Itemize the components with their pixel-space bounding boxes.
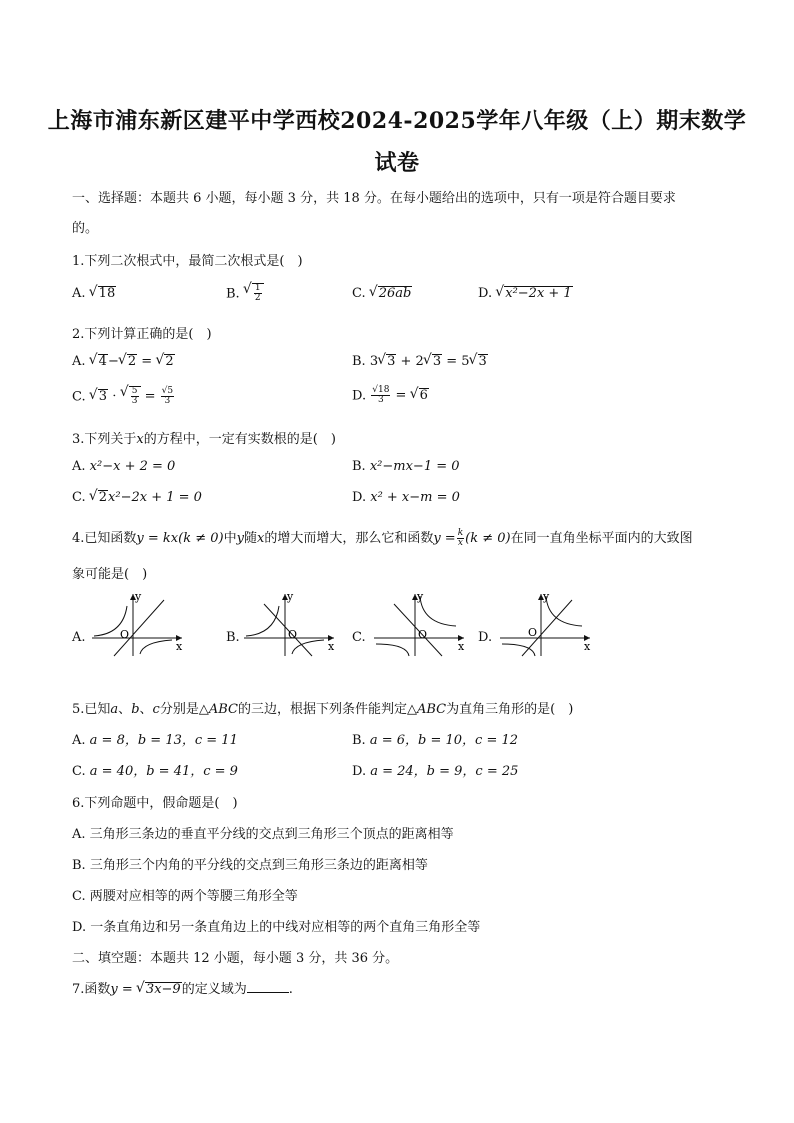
q5-stem-e: 、	[139, 702, 153, 717]
sqrt-expression	[137, 982, 182, 998]
q4-option-c-label: C.	[352, 630, 366, 645]
q3-stem-pre: 3.下列关于	[72, 432, 137, 447]
option-letter: A.	[72, 286, 86, 301]
q4-stem-j: 在同一直角坐标平面内的大致图	[510, 531, 693, 546]
q5-option-c	[72, 760, 238, 779]
q4-graph-b	[240, 590, 340, 658]
q1-option-d	[478, 286, 573, 302]
q5-stem-j: △ABC	[406, 702, 447, 717]
q4-graph-a	[88, 590, 188, 658]
numerator: k	[457, 527, 464, 538]
x-axis-label: x	[584, 640, 591, 653]
origin-label: O	[120, 628, 130, 641]
q5-option-d	[352, 760, 518, 779]
q4-graph-d	[496, 590, 596, 658]
q7-stem	[72, 978, 293, 998]
q4-option-d-label: D.	[478, 630, 493, 645]
sqrt-expression	[370, 286, 413, 302]
q1-option-a	[72, 286, 116, 302]
q5-c-expr: a = 40，b = 41，c = 9	[89, 764, 238, 779]
q7-pre: 7.函数	[72, 982, 111, 997]
q4-stem-i: (k ≠ 0)	[465, 531, 511, 546]
q2-option-c: C. √ 3 ⋅ √ $\frac{5}{3}$ = $\frac{√5}{3}$	[72, 386, 175, 407]
x-axis-label: x	[458, 640, 465, 653]
origin-label: O	[288, 628, 298, 641]
q3-option-d	[352, 490, 460, 505]
q1-stem: 1.下列二次根式中，最简二次根式是( )	[72, 254, 303, 269]
q4-stem-f: x	[256, 531, 265, 546]
q4-stem-h: y =	[433, 531, 456, 546]
q5-stem-b: a	[110, 702, 119, 717]
q5-stem-i: 的三边，根据下列条件能判定	[237, 702, 407, 717]
q5-stem-f: c	[152, 702, 160, 717]
y-axis-label: y	[287, 590, 294, 603]
q1-option-b	[226, 283, 264, 304]
q3-option-a	[72, 459, 175, 474]
q5-a-expr: a = 8，b = 13，c = 11	[89, 733, 238, 748]
option-letter: D.	[478, 286, 493, 301]
origin-label: O	[528, 626, 538, 639]
q5-stem	[72, 698, 573, 717]
radicand: 3x−9	[145, 982, 181, 997]
q2-option-d: D. $\frac{√18}{3}$ = √ 6	[352, 386, 429, 406]
q5-option-b	[352, 729, 518, 748]
q2-stem: 2.下列计算正确的是( )	[72, 327, 212, 342]
section1-heading-cont: 的。	[72, 221, 99, 236]
q4-stem-d: y	[236, 531, 244, 546]
q2-option-b: B. 3 √ 3 + 2 √ 3 = 5 √ 3	[352, 354, 488, 370]
q3-a-expr: x²−x + 2 = 0	[89, 459, 176, 474]
q3-c-expr: x²−2x + 1 = 0	[108, 490, 202, 505]
q3-d-expr: x² + x−m = 0	[370, 490, 460, 505]
q5-stem-k: 为直角三角形的是( )	[446, 702, 574, 717]
option-letter: D.	[352, 764, 367, 779]
sqrt-expression	[90, 286, 117, 302]
y-axis-label: y	[543, 590, 550, 603]
q4-stem-c: 中	[223, 531, 237, 546]
q4-option-b-label: B.	[226, 630, 240, 645]
section1-heading: 一、选择题：本题共 6 小题，每小题 3 分，共 18 分。在每小题给出的选项中，只有一项是符合题目要求	[72, 191, 676, 206]
q5-stem-g: 分别是	[159, 702, 199, 717]
q6-option-c: C. 两腰对应相等的两个等腰三角形全等	[72, 889, 298, 904]
option-letter: A.	[72, 354, 86, 369]
fraction	[254, 284, 262, 304]
option-letter: C.	[72, 389, 86, 405]
q5-stem-h: △ABC	[198, 702, 238, 717]
option-letter: C.	[352, 286, 366, 301]
sqrt-two: √ 2	[90, 490, 108, 506]
q3-stem	[72, 428, 336, 447]
q6-option-b: B. 三角形三个内角的平分线的交点到三角形三条边的距离相等	[72, 858, 428, 873]
q6-option-a: A. 三角形三条边的垂直平分线的交点到三角形三个顶点的距离相等	[72, 827, 454, 842]
y-axis-label: y	[135, 590, 142, 603]
q4-option-a-label: A.	[72, 630, 86, 645]
q4-fraction	[457, 529, 464, 549]
answer-blank[interactable]	[247, 980, 289, 993]
q6-option-d: D. 一条直角边和另一条直角边上的中线对应相等的两个直角三角形全等	[72, 920, 481, 935]
q4-stem-g: 的增大而增大，那么它和函数	[264, 531, 434, 546]
x-axis-label: x	[328, 640, 335, 653]
q5-stem-d: b	[131, 702, 140, 717]
q5-option-a	[72, 729, 238, 748]
option-letter: D.	[352, 490, 367, 505]
exam-title-line2: 试卷	[374, 150, 420, 176]
radicand: x²−2x + 1	[505, 286, 572, 301]
denominator: 2	[254, 293, 261, 304]
option-letter: B.	[226, 286, 240, 302]
q4-stem	[72, 527, 693, 548]
q4-stem-line2: 象可能是( )	[72, 567, 148, 582]
option-letter: C.	[72, 764, 86, 779]
q3-b-expr: x²−mx−1 = 0	[369, 459, 460, 474]
q3-option-b	[352, 459, 460, 474]
option-letter: B.	[352, 459, 366, 474]
option-letter: A.	[72, 733, 86, 748]
y-axis-label: y	[417, 590, 424, 603]
q5-stem-c: 、	[118, 702, 132, 717]
option-letter: B.	[352, 354, 366, 369]
option-letter: D.	[352, 388, 367, 404]
q4-stem-b: y = kx(k ≠ 0)	[136, 531, 224, 546]
option-letter: B.	[352, 733, 366, 748]
q1-option-c	[352, 286, 412, 302]
q5-stem-a: 5.已知	[72, 702, 111, 717]
option-letter: C.	[72, 490, 86, 505]
q7-post: 的定义域为	[181, 982, 247, 997]
q4-graph-c	[370, 590, 470, 658]
origin-label: O	[418, 628, 428, 641]
x-axis-label: x	[176, 640, 183, 653]
q7-function: y =	[110, 982, 133, 997]
sqrt-expression	[496, 286, 572, 302]
q6-stem: 6.下列命题中，假命题是( )	[72, 796, 238, 811]
q3-stem-var: x	[136, 432, 144, 447]
sqrt-expression	[244, 283, 264, 304]
q4-stem-a: 4.已知函数	[72, 531, 137, 546]
denominator: x	[457, 538, 463, 548]
q7-end: .	[288, 982, 293, 997]
q4-stem-e: 随	[243, 531, 257, 546]
option-letter: A.	[72, 459, 86, 474]
q5-d-expr: a = 24，b = 9，c = 25	[370, 764, 519, 779]
q3-option-c	[72, 490, 202, 506]
q2-option-a: A. √ 4− √ 2 = √ 2	[72, 354, 175, 370]
radicand: 26ab	[378, 286, 412, 301]
q5-b-expr: a = 6，b = 10，c = 12	[369, 733, 519, 748]
q3-stem-post: 的方程中，一定有实数根的是( )	[143, 432, 336, 447]
exam-title-line1: 上海市浦东新区建平中学西校2024-2025学年八年级（上）期末数学	[47, 108, 747, 134]
section2-heading: 二、填空题：本题共 12 小题，每小题 3 分，共 36 分。	[72, 951, 399, 966]
radicand: 18	[98, 286, 116, 301]
numerator: √ 1	[254, 283, 261, 293]
